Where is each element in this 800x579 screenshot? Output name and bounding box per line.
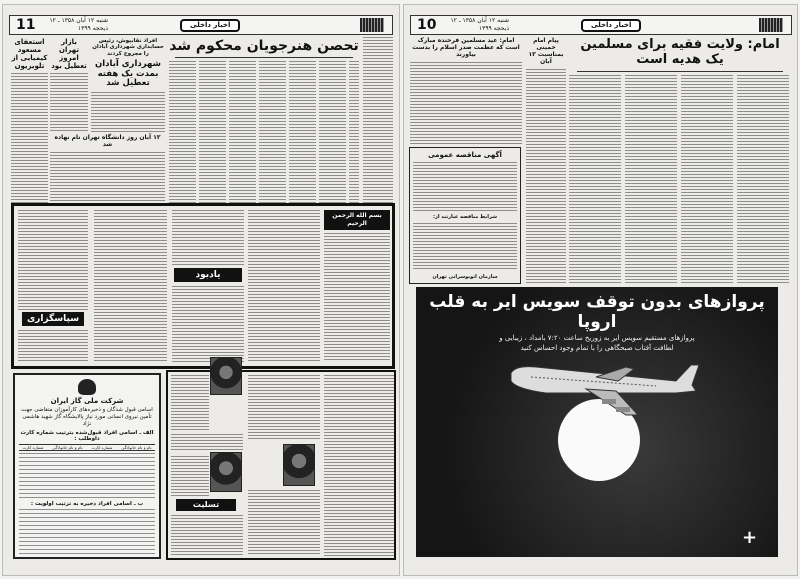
article-text bbox=[50, 73, 88, 132]
eid-article bbox=[410, 38, 522, 144]
gas-table-rows bbox=[19, 509, 155, 555]
thanks-label: سپاسگزاری bbox=[22, 312, 84, 326]
notice-text bbox=[18, 330, 88, 362]
gas-table-rows bbox=[19, 453, 155, 499]
swissair-logo: + bbox=[742, 527, 758, 548]
portrait-photo bbox=[283, 444, 315, 486]
notice-text bbox=[248, 375, 320, 441]
ad-line-2: لطافت آفتاب صبحگاهی را با تمام وجود احساس کنید bbox=[520, 344, 674, 353]
gas-ad-intro: اسامی قبول شدگان و ذخیره‌های کارآموزان متقاضی جهت تأمین نیروی انسانی مورد نیاز پالایشگاه گاز شهید هاشمی نژاد bbox=[21, 407, 153, 427]
newspaper-logo-icon bbox=[759, 18, 783, 32]
bazaar-article bbox=[50, 38, 88, 132]
tender-signature: سازمان اتوبوسرانی تهران bbox=[432, 274, 498, 280]
page-number: 11 bbox=[16, 17, 36, 33]
portrait-photo bbox=[210, 452, 242, 492]
tender-content bbox=[413, 151, 517, 280]
notice-text bbox=[18, 210, 88, 310]
column-header: شماره کارت bbox=[22, 445, 44, 450]
khomeini-message-headline: پیام امام خمینی بمناسبت ۱۳ آبان bbox=[528, 37, 564, 65]
tender-text bbox=[413, 162, 517, 211]
notice-text bbox=[248, 490, 320, 556]
portrait-photo bbox=[210, 357, 242, 395]
message-article bbox=[526, 38, 566, 285]
obituaries-box bbox=[166, 370, 396, 560]
article-text bbox=[11, 73, 48, 203]
resignation-headline: استعفای مسعود کیمیایی از تلویزیون bbox=[11, 38, 48, 71]
tender-title: آگهی مناقصه عمومی bbox=[428, 151, 502, 159]
page-number: 10 bbox=[417, 17, 437, 33]
section-label: اخبار داخلی bbox=[581, 19, 641, 32]
bismillah-column bbox=[324, 210, 390, 362]
article-text bbox=[169, 61, 359, 203]
right-page bbox=[403, 4, 798, 576]
ad-headline: پروازهای بدون توقف سویس ایر به قلب اروپا bbox=[429, 292, 765, 332]
page-header bbox=[9, 15, 393, 35]
resignation-article bbox=[11, 38, 48, 203]
article-text bbox=[569, 75, 791, 285]
abadan-article bbox=[91, 38, 165, 132]
tender-subtitle: شرایط مناقصه عبارتند از: bbox=[432, 213, 498, 220]
page-header bbox=[410, 15, 792, 35]
gas-company-ad bbox=[13, 373, 161, 559]
notice-text bbox=[171, 375, 209, 430]
notice-text bbox=[172, 210, 244, 266]
notice-text bbox=[324, 375, 394, 557]
article-text bbox=[526, 69, 566, 285]
gas-company-emblem-icon bbox=[78, 379, 96, 395]
notice-text bbox=[171, 456, 209, 496]
abadan-kicker: افراد نقابپوش، رئیس حسابداری شهرداری آبادان را مجروح کردند bbox=[92, 38, 164, 57]
left-page bbox=[2, 4, 400, 576]
main-headline: امام: ولایت فقیه برای مسلمین یک هدیه است bbox=[580, 37, 780, 67]
issue-date: شنبه ۱۲ آبان ۱۳۵۸ ـ ۱۲ ذیحجه ۱۳۹۹ bbox=[450, 17, 509, 32]
airplane-icon bbox=[506, 353, 706, 423]
condolence-label: تسلیت bbox=[176, 499, 236, 511]
university-headline: ۱۳ آبان روز دانشگاه تهران نام نهاده شد bbox=[54, 134, 161, 148]
university-article bbox=[50, 135, 165, 203]
notice-text bbox=[94, 210, 167, 362]
newspaper-logo-icon bbox=[360, 18, 384, 32]
gas-company-name: شرکت ملی گاز ایران bbox=[50, 397, 124, 405]
notice-text bbox=[248, 210, 320, 362]
section-label: اخبار داخلی bbox=[180, 19, 240, 32]
notice-text bbox=[172, 286, 244, 362]
main-article bbox=[569, 38, 791, 285]
swissair-ad bbox=[416, 287, 778, 557]
abadan-headline: شهرداری آبادان بمدت یک هفته تعطیل شد bbox=[94, 58, 161, 89]
eid-headline: امام: عید مسلمین فرخنده مبارک است که عظمت صدر اسلام را بدست بیاورند bbox=[412, 37, 520, 58]
main-headline: تحصن هنرجویان محکوم شد bbox=[169, 38, 359, 54]
main-article bbox=[169, 38, 359, 203]
headline-rule bbox=[577, 71, 783, 72]
column-header: نام و نام خانوادگی bbox=[52, 445, 83, 450]
article-text bbox=[410, 62, 522, 144]
notice-text bbox=[171, 515, 243, 557]
article-text bbox=[50, 152, 165, 203]
notice-text bbox=[324, 233, 390, 362]
notices-box bbox=[11, 203, 395, 369]
memorial-label: یادبود bbox=[174, 268, 242, 282]
column-header: نام و نام خانوادگی bbox=[121, 445, 152, 450]
gas-ad-content bbox=[19, 379, 155, 555]
notice-text bbox=[171, 434, 243, 452]
column-header: شماره کارت bbox=[91, 445, 113, 450]
bismillah-label: بسم الله الرحمن الرحیم bbox=[324, 210, 390, 230]
tender-notice bbox=[409, 147, 521, 284]
ad-line-1: پروازهای مستقیم سویس ایر به زوریخ ساعت ۷:۲۰ بامداد ، زیبایی و bbox=[499, 334, 695, 343]
article-text bbox=[363, 37, 393, 203]
issue-date: شنبه ۱۲ آبان ۱۳۵۸ ـ ۱۲ ذیحجه ۱۳۹۹ bbox=[49, 17, 108, 32]
gas-table-header bbox=[19, 444, 155, 451]
article-text bbox=[91, 92, 165, 132]
gas-section-a: الف ـ اسامی افراد قبول‌شده بترتیب شماره کارت داوطلب : bbox=[20, 430, 154, 442]
bazaar-headline: بازار تهران امروز تعطیل بود bbox=[51, 38, 87, 71]
headline-rule bbox=[175, 57, 353, 58]
gas-section-b: ب ـ اسامی افراد ذخیره به ترتیب اولویت : bbox=[30, 501, 144, 507]
ad-text bbox=[422, 293, 772, 352]
tender-text bbox=[413, 223, 517, 272]
